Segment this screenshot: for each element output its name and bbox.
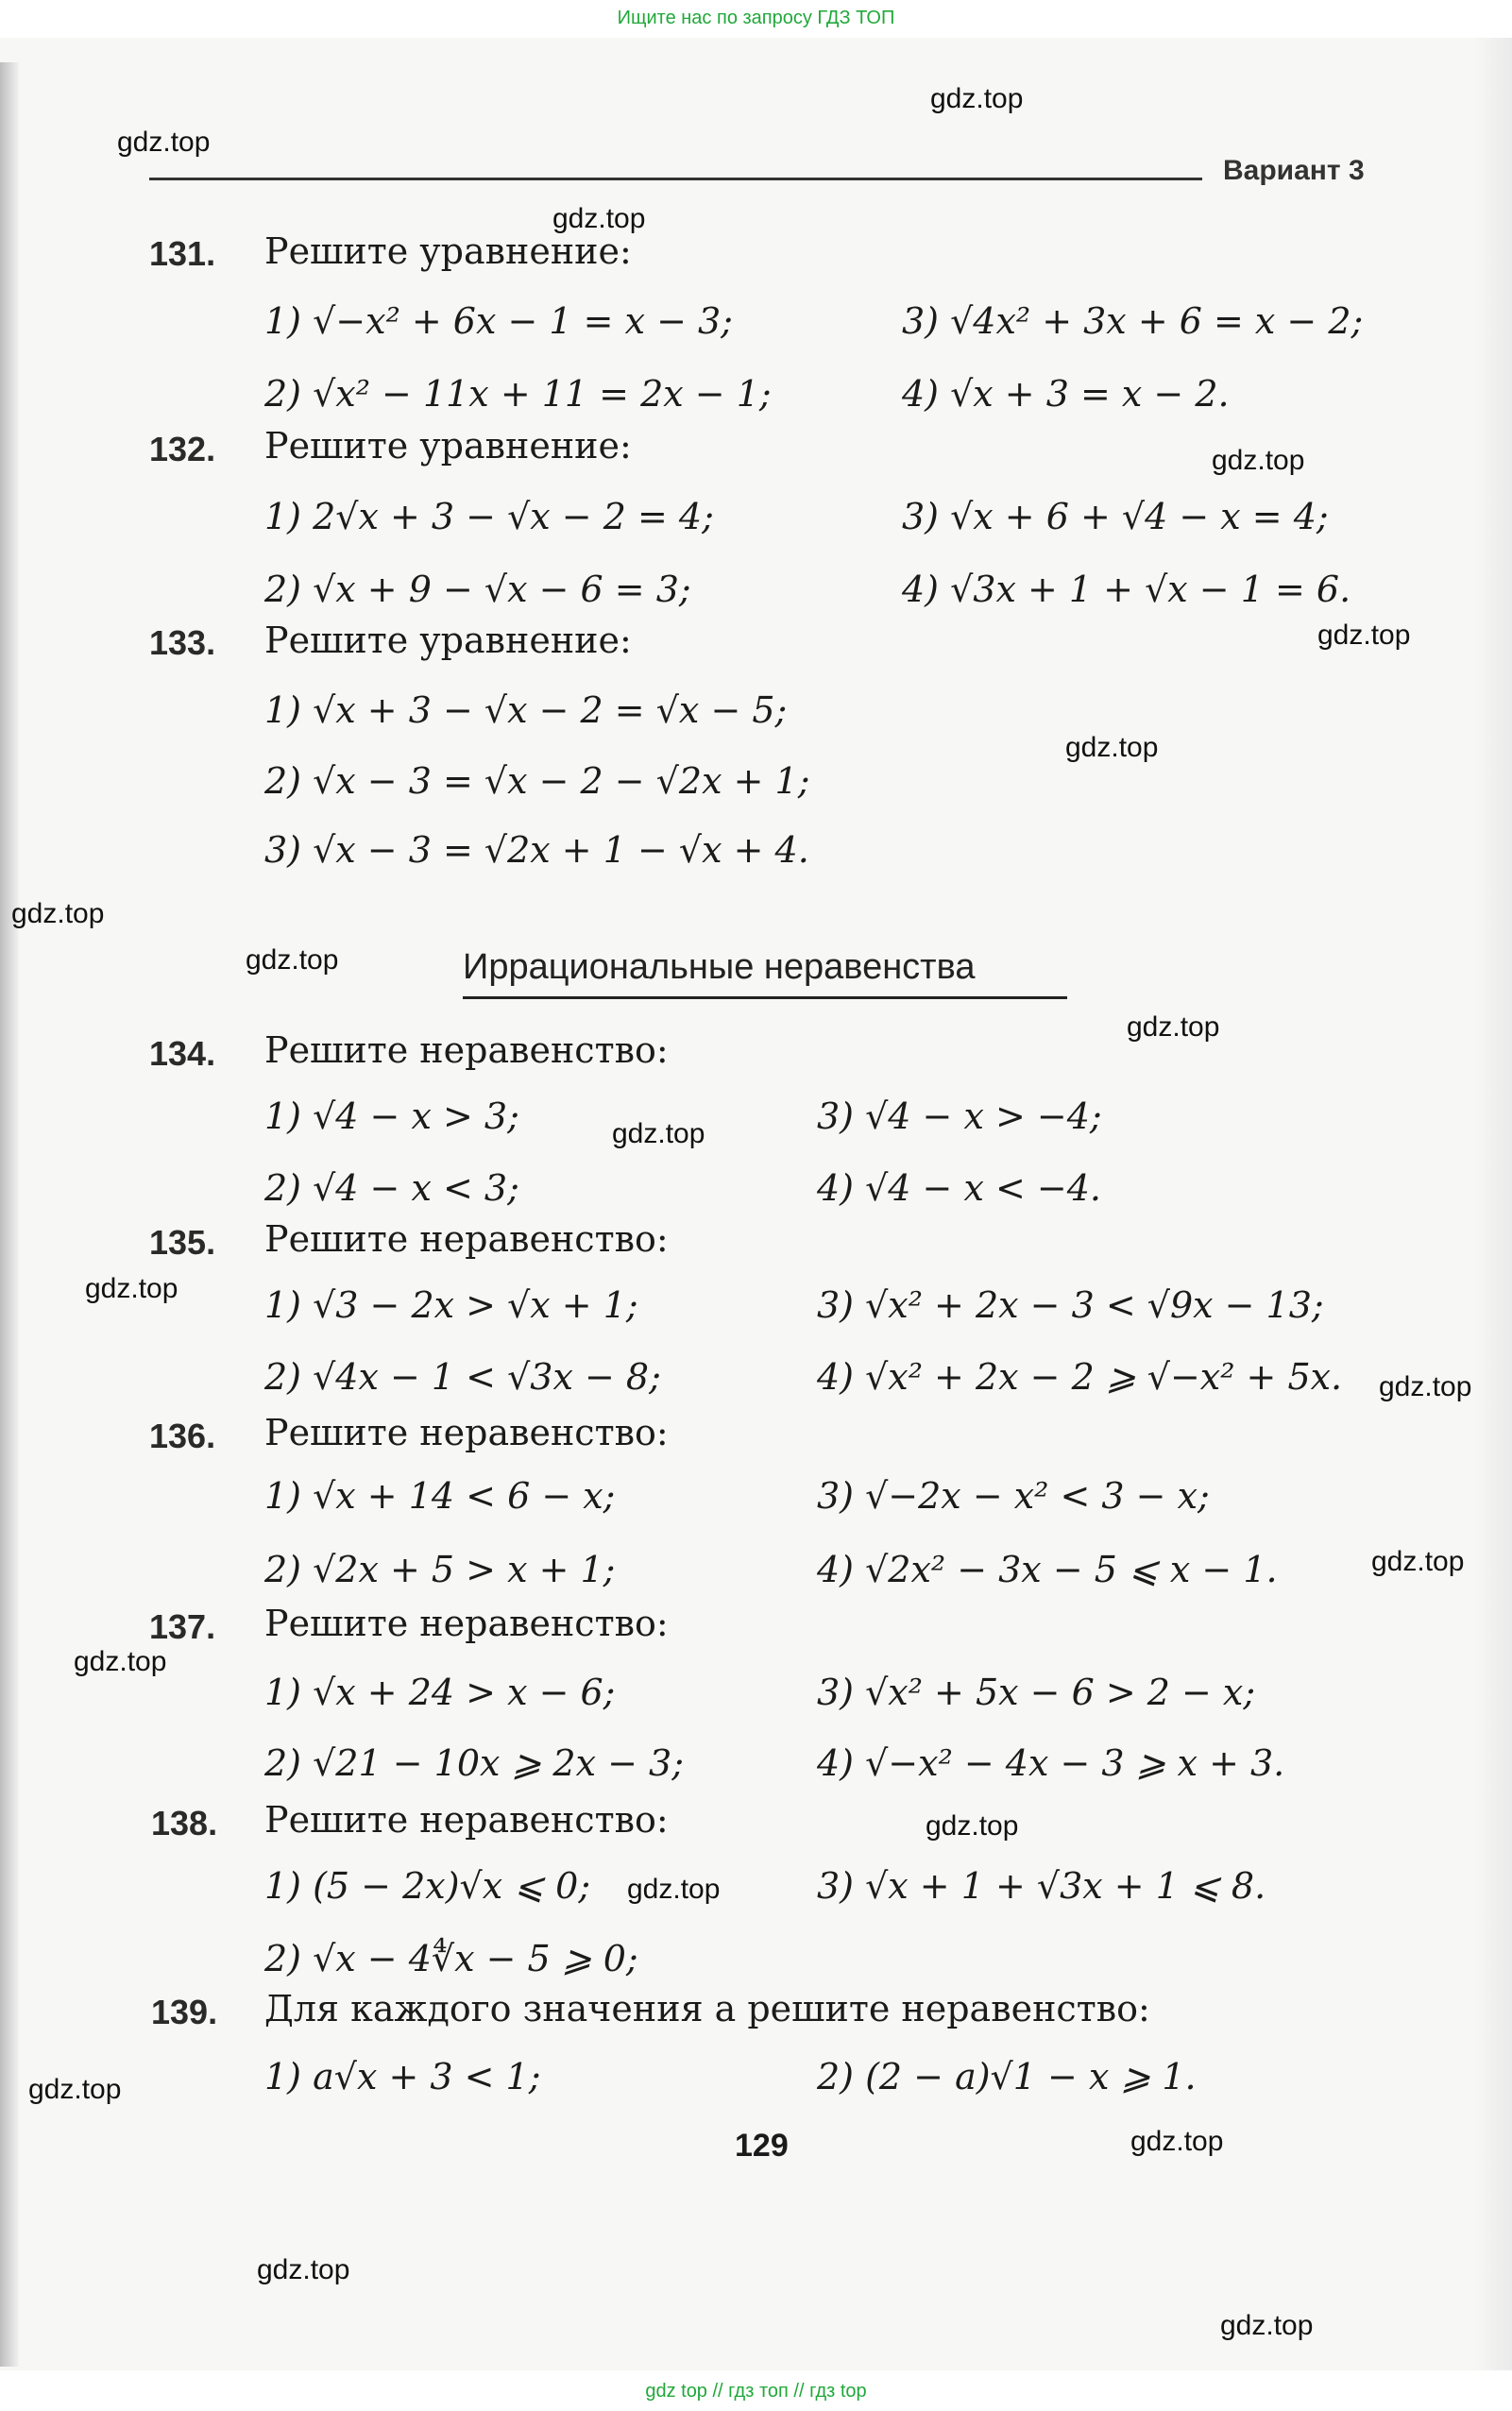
problem-item: 4) √x² + 2x − 2 ⩾ √−x² + 5x. <box>817 1356 1343 1398</box>
page-shadow <box>1474 38 1512 2370</box>
problem-item: 3) √4x² + 3x + 6 = x − 2; <box>902 300 1364 342</box>
problem-item: 3) √x² + 5x − 6 > 2 − x; <box>817 1672 1256 1713</box>
problem-item: 2) √x − 3 = √x − 2 − √2x + 1; <box>264 760 810 802</box>
watermark: gdz.top <box>1130 2126 1224 2157</box>
problem-item: 2) √21 − 10x ⩾ 2x − 3; <box>264 1742 685 1784</box>
problem-task: Решите уравнение: <box>264 425 632 467</box>
watermark: gdz.top <box>612 1118 705 1149</box>
problem-item: 1) √3 − 2x > √x + 1; <box>264 1284 638 1326</box>
problem-item: 1) √4 − x > 3; <box>264 1095 519 1137</box>
section-rule <box>463 996 1067 999</box>
watermark: gdz.top <box>627 1874 721 1905</box>
problem-item: 1) (5 − 2x)√x ⩽ 0; <box>264 1865 591 1907</box>
problem-number: 132. <box>149 430 216 468</box>
problem-task: Решите уравнение: <box>264 620 632 661</box>
problem-item: 3) √x + 6 + √4 − x = 4; <box>902 496 1329 537</box>
watermark: gdz.top <box>1212 445 1305 476</box>
problem-task: Для каждого значения a решите неравенство: <box>264 1988 1150 2029</box>
problem-task: Решите неравенство: <box>264 1218 669 1260</box>
watermark: gdz.top <box>117 127 211 158</box>
problem-number: 135. <box>149 1223 216 1262</box>
problem-number: 134. <box>149 1034 216 1073</box>
watermark: gdz.top <box>74 1646 167 1677</box>
problem-item: 1) a√x + 3 < 1; <box>264 2056 541 2097</box>
problem-task: Решите неравенство: <box>264 1029 669 1071</box>
problem-item: 2) √2x + 5 > x + 1; <box>264 1549 616 1590</box>
watermark: gdz.top <box>1379 1371 1472 1402</box>
problem-item: 1) √−x² + 6x − 1 = x − 3; <box>264 300 733 342</box>
problem-item: 3) √x² + 2x − 3 < √9x − 13; <box>817 1284 1324 1326</box>
page-number: 129 <box>735 2128 789 2164</box>
problem-number: 136. <box>149 1417 216 1455</box>
problem-item: 1) 2√x + 3 − √x − 2 = 4; <box>264 496 714 537</box>
problem-item: 4) √2x² − 3x − 5 ⩽ x − 1. <box>817 1549 1278 1590</box>
watermark: gdz.top <box>552 203 646 234</box>
problem-item: 1) √x + 24 > x − 6; <box>264 1672 616 1713</box>
problem-number: 133. <box>149 623 216 662</box>
problem-task: Решите неравенство: <box>264 1412 669 1453</box>
problem-item: 3) √−2x − x² < 3 − x; <box>817 1475 1210 1517</box>
problem-item: 2) √x − 4∜x − 5 ⩾ 0; <box>264 1938 638 1979</box>
problem-number: 138. <box>151 1804 218 1842</box>
watermark: gdz.top <box>85 1273 178 1304</box>
watermark: gdz.top <box>1220 2310 1314 2341</box>
problem-item: 1) √x + 14 < 6 − x; <box>264 1475 616 1517</box>
problem-item: 2) (2 − a)√1 − x ⩾ 1. <box>817 2056 1197 2097</box>
problem-item: 2) √x + 9 − √x − 6 = 3; <box>264 569 691 610</box>
top-banner[interactable]: Ищите нас по запросу ГДЗ ТОП <box>617 8 895 28</box>
problem-item: 4) √3x + 1 + √x − 1 = 6. <box>902 569 1351 610</box>
problem-task: Решите неравенство: <box>264 1799 669 1841</box>
problem-item: 4) √4 − x < −4. <box>817 1167 1101 1209</box>
problem-item: 3) √x − 3 = √2x + 1 − √x + 4. <box>264 829 809 871</box>
problem-number: 131. <box>149 234 216 273</box>
problem-item: 3) √x + 1 + √3x + 1 ⩽ 8. <box>817 1865 1266 1907</box>
header-rule <box>149 178 1202 180</box>
watermark: gdz.top <box>930 83 1024 114</box>
watermark: gdz.top <box>926 1810 1019 1842</box>
problem-task: Решите неравенство: <box>264 1603 669 1644</box>
problem-item: 2) √4x − 1 < √3x − 8; <box>264 1356 661 1398</box>
watermark: gdz.top <box>257 2254 350 2285</box>
problem-item: 2) √x² − 11x + 11 = 2x − 1; <box>264 373 772 415</box>
problem-number: 137. <box>149 1607 216 1646</box>
watermark: gdz.top <box>246 944 339 976</box>
problem-item: 1) √x + 3 − √x − 2 = √x − 5; <box>264 689 788 731</box>
page-edge <box>0 62 19 2367</box>
problem-number: 139. <box>151 1993 218 2031</box>
variant-label: Вариант 3 <box>1223 155 1365 186</box>
section-title: Иррациональные неравенства <box>463 947 976 987</box>
watermark: gdz.top <box>1317 620 1411 651</box>
problem-task: Решите уравнение: <box>264 230 632 272</box>
problem-item: 2) √4 − x < 3; <box>264 1167 519 1209</box>
watermark: gdz.top <box>28 2074 122 2105</box>
watermark: gdz.top <box>1065 732 1159 763</box>
watermark: gdz.top <box>11 898 105 929</box>
problem-item: 3) √4 − x > −4; <box>817 1095 1102 1137</box>
watermark: gdz.top <box>1127 1011 1220 1043</box>
problem-item: 4) √−x² − 4x − 3 ⩾ x + 3. <box>817 1742 1285 1784</box>
bottom-banner[interactable]: gdz top // гдз топ // гдз top <box>645 2381 867 2402</box>
problem-item: 4) √x + 3 = x − 2. <box>902 373 1230 415</box>
watermark: gdz.top <box>1371 1546 1465 1577</box>
